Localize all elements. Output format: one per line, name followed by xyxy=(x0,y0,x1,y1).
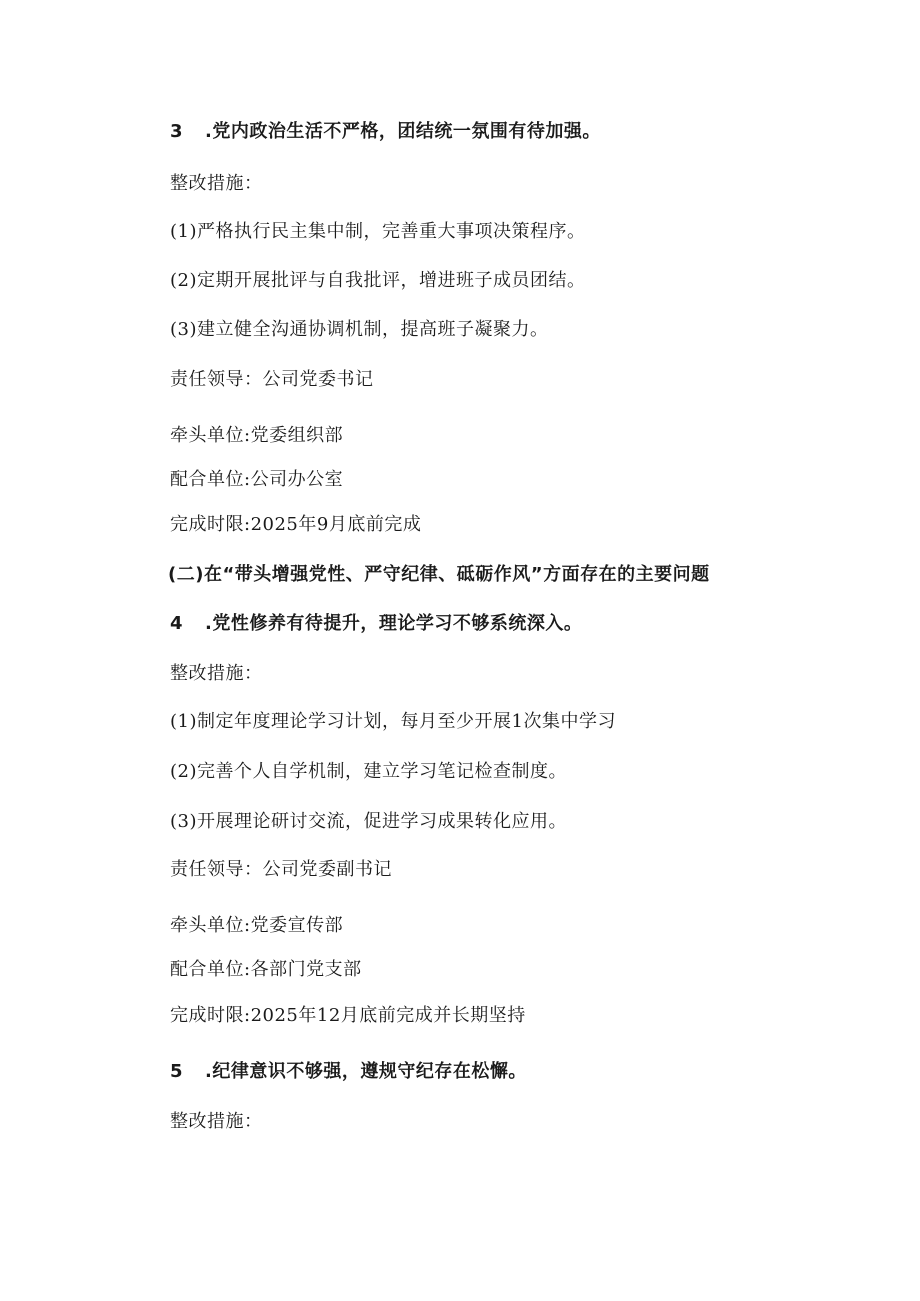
cooperating-unit-4: 配合单位:各部门党支部 xyxy=(170,959,362,980)
deadline-4: 完成时限:2025年12月底前完成并长期坚持 xyxy=(170,1005,526,1026)
issue-3-number: 3 xyxy=(170,121,184,142)
section-two-heading: (二)在“带头增强党性、严守纪律、砥砺作风”方面存在的主要问题 xyxy=(168,564,710,585)
issue-5-number: 5 xyxy=(170,1061,184,1082)
issue-3-heading xyxy=(170,120,601,144)
issue-3-title: .党内政治生活不严格，团结统一氛围有待加强。 xyxy=(205,121,601,142)
responsible-leader-3: 责任领导：公司党委书记 xyxy=(170,369,374,390)
cooperating-unit-3: 配合单位:公司办公室 xyxy=(170,469,344,490)
measure-4-1: (1)制定年度理论学习计划，每月至少开展1次集中学习 xyxy=(170,711,616,732)
measures-label-4: 整改措施： xyxy=(170,663,263,684)
measure-3-3: (3)建立健全沟通协调机制，提高班子凝聚力。 xyxy=(170,319,549,340)
measure-3-1: (1)严格执行民主集中制，完善重大事项决策程序。 xyxy=(170,221,586,242)
measures-label-3: 整改措施： xyxy=(170,173,263,194)
issue-5-heading xyxy=(170,1060,527,1084)
measure-3-2: (2)定期开展批评与自我批评，增进班子成员团结。 xyxy=(170,270,586,291)
issue-4-title: .党性修养有待提升，理论学习不够系统深入。 xyxy=(205,613,583,634)
deadline-3: 完成时限:2025年9月底前完成 xyxy=(170,514,422,535)
issue-4-number: 4 xyxy=(170,613,184,634)
issue-4-heading xyxy=(170,612,582,636)
measures-label-5: 整改措施： xyxy=(170,1111,263,1132)
lead-unit-3: 牵头单位:党委组织部 xyxy=(170,425,344,446)
measure-4-2: (2)完善个人自学机制，建立学习笔记检查制度。 xyxy=(170,761,567,782)
measure-4-3: (3)开展理论研讨交流，促进学习成果转化应用。 xyxy=(170,811,567,832)
issue-5-title: .纪律意识不够强，遵规守纪存在松懈。 xyxy=(205,1061,527,1082)
responsible-leader-4: 责任领导：公司党委副书记 xyxy=(170,859,392,880)
lead-unit-4: 牵头单位:党委宣传部 xyxy=(170,915,344,936)
